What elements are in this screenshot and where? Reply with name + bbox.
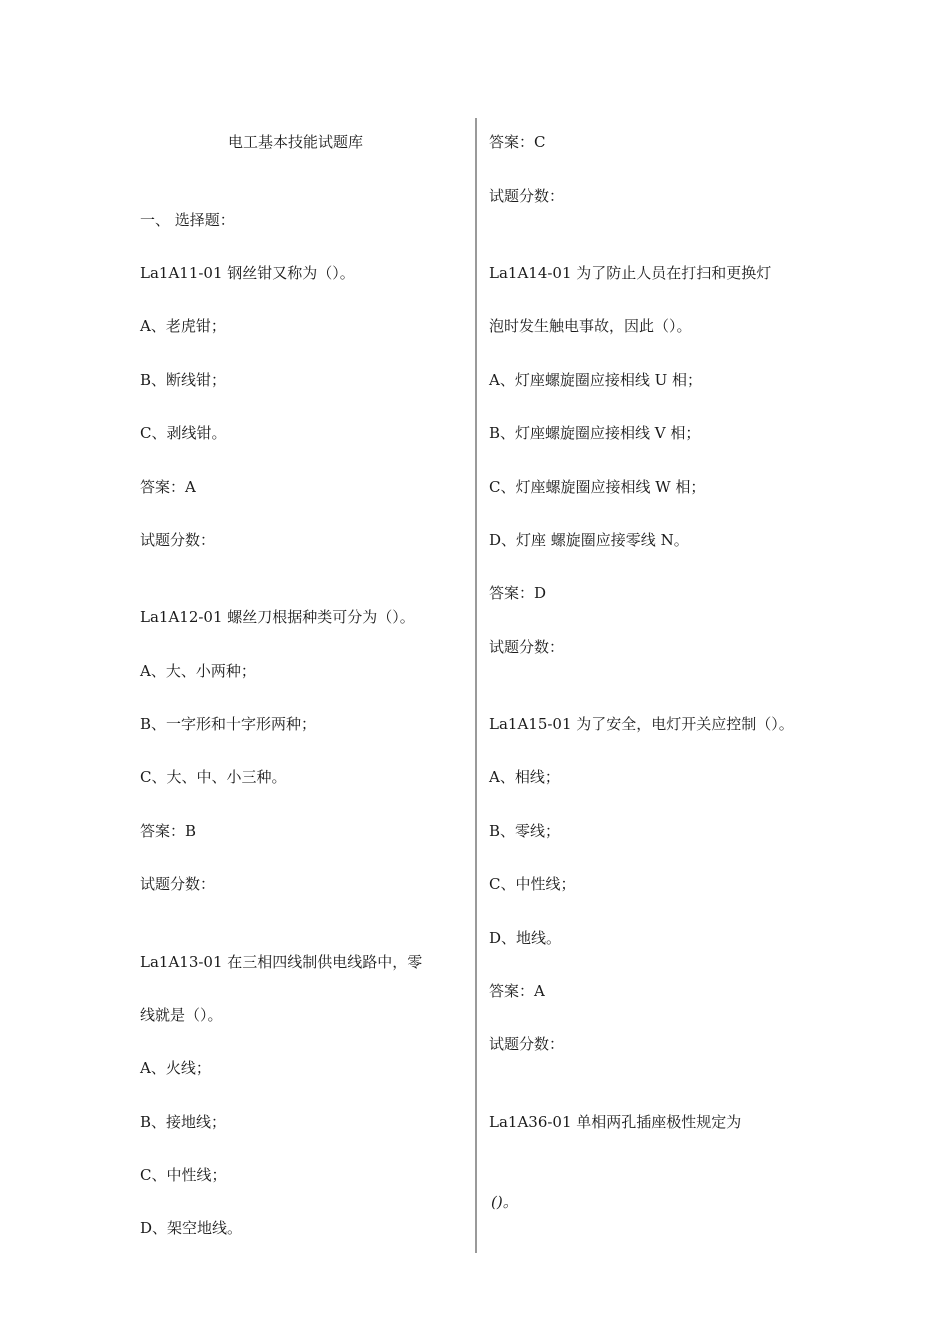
score-label: 试题分数：	[489, 1035, 565, 1053]
option: C、大、中、小三种。	[140, 768, 287, 786]
section-heading: 一、 选择题：	[140, 211, 235, 229]
option: D、架空地线。	[140, 1219, 243, 1237]
question-stem: La1A14-01 为了防止人员在打扫和更换灯	[489, 264, 772, 282]
option: D、灯座 螺旋圈应接零线 N。	[489, 531, 689, 549]
question-stem: La1A36-01 单相两孔插座极性规定为	[489, 1113, 742, 1131]
option: A、火线；	[140, 1059, 211, 1077]
score-label: 试题分数：	[489, 187, 565, 205]
score-label: 试题分数：	[140, 531, 216, 549]
option: C、灯座螺旋圈应接相线 W 相；	[489, 478, 706, 496]
question-stem: La1A13-01 在三相四线制供电线路中，零	[140, 953, 423, 971]
option: B、断线钳；	[140, 371, 227, 389]
option: C、中性线；	[489, 875, 576, 893]
option: A、灯座螺旋圈应接相线 U 相；	[489, 371, 703, 389]
answer-blank: ()。	[491, 1193, 518, 1211]
question-stem: La1A12-01 螺丝刀根据种类可分为（）。	[140, 608, 415, 626]
question-stem: La1A11-01 钢丝钳又称为（）。	[140, 264, 355, 282]
page-title: 电工基本技能试题库	[228, 133, 364, 151]
answer: 答案：A	[140, 478, 196, 496]
option: A、相线；	[489, 768, 560, 786]
option: B、零线；	[489, 822, 561, 840]
option: A、老虎钳；	[140, 317, 226, 335]
score-label: 试题分数：	[140, 875, 216, 893]
option: B、灯座螺旋圈应接相线 V 相；	[489, 424, 701, 442]
score-label: 试题分数：	[489, 638, 565, 656]
column-divider	[475, 118, 477, 1253]
question-stem: La1A15-01 为了安全，电灯开关应控制（）。	[489, 715, 794, 733]
answer: 答案：A	[489, 982, 545, 1000]
answer: 答案：D	[489, 584, 547, 602]
option: A、大、小两种；	[140, 662, 256, 680]
question-stem-cont: 泡时发生触电事故，因此（）。	[489, 317, 692, 335]
option: B、一字形和十字形两种；	[140, 715, 317, 733]
option: D、地线。	[489, 929, 562, 947]
answer: 答案：B	[140, 822, 197, 840]
option: B、接地线；	[140, 1113, 227, 1131]
option: C、中性线；	[140, 1166, 227, 1184]
question-stem-cont: 线就是（）。	[140, 1006, 223, 1024]
option: C、剥线钳。	[140, 424, 227, 442]
answer: 答案：C	[489, 133, 546, 151]
